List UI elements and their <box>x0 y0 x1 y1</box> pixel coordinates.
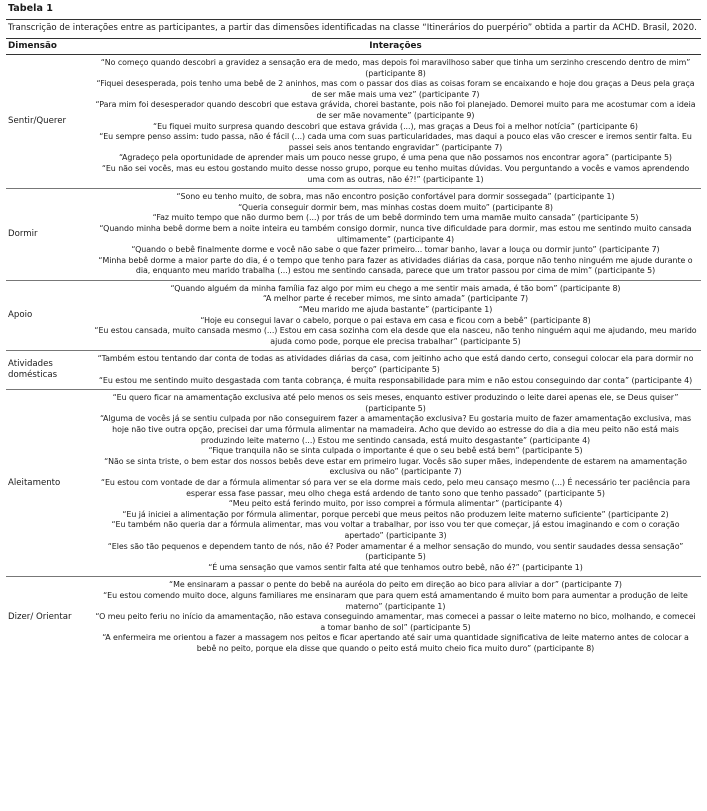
quote-text: “Alguma de vocês já se sentiu culpada por não conseguirem fazer a amamentação exclusiva? Eu gostaria muito de fazer amamentação exclusiva, mas hoje não tive outra opção, precisei dar uma fórmula alimentar na mamadeira. Acho que devido ao estresse do dia a dia meu peito não está mais produzindo leite materno (...) Estou me sentindo cansada, está muito desgastante” (participante 4) <box>99 414 692 445</box>
dimension-cell: Atividades domésticas <box>6 351 90 390</box>
quote-text: “Agradeço pela oportunidade de aprender mais um pouco nesse grupo, é uma pena que não possamos nos encontrar agora” (participante 5) <box>119 153 672 163</box>
header-interactions: Interações <box>90 39 701 55</box>
quote-text: “O meu peito feriu no início da amamentação, não estava conseguindo amamentar, mas comecei a passar o leite materno no bico, molhando, e comecei a tomar banho de sol” (participante 5) <box>95 612 696 632</box>
quote-text: “Eu estou com vontade de dar a fórmula alimentar só para ver se ela dorme mais cedo, pelo meu cansaço mesmo (...) É necessário ter paciência para esperar essa fase passar, meu olho chega está ardendo de tanto sono que tenho passado” (participante 5) <box>100 477 691 498</box>
interactions-cell <box>90 390 701 577</box>
interactions-cell <box>90 577 701 658</box>
quote-text: “Eu já iniciei a alimentação por fórmula alimentar, porque percebi que meus peitos não produzem leite materno suficiente” (participante 2) <box>122 509 669 519</box>
quote-text: “Eu fiquei muito surpresa quando descobri que estava grávida (...), mas graças a Deus foi a melhor notícia” (participante 6) <box>153 121 638 131</box>
quote-text: “A enfermeira me orientou a fazer a massagem nos peitos e ficar apertando até sair uma quantidade significativa de leite materno antes de colocar a bebê no peito, porque ela disse que quando o peito está muito cheio fica muito duro” (participante 8) <box>102 633 689 653</box>
interactions-cell <box>90 55 701 189</box>
quote-text: “Quando o bebê finalmente dorme e você não sabe o que fazer primeiro... tomar banho, lavar a louça ou dormir junto” (participante 7) <box>131 245 660 255</box>
interactions-cell <box>90 280 701 351</box>
quote-text: “Quando minha bebê dorme bem a noite inteira eu também consigo dormir, nunca tive dificuldade para dormir, mas estou me sentindo muito cansada ultimamente” (participante 4) <box>99 223 692 244</box>
quote-text: “Meu peito está ferindo muito, por isso comprei a fórmula alimentar” (participante 4) <box>228 499 563 509</box>
quote-text: “Sono eu tenho muito, de sobra, mas não encontro posição confortável para dormir sossegada” (participante 1) <box>176 192 615 202</box>
table-row <box>6 55 701 189</box>
table-row <box>6 189 701 281</box>
quote-text: “Me ensinaram a passar o pente do bebê na auréola do peito em direção ao bico para aliviar a dor” (participante 7) <box>169 580 622 590</box>
interactions-cell <box>90 189 701 281</box>
table-header-row <box>6 39 701 55</box>
quote-text: “Faz muito tempo que não durmo bem (...) por trás de um bebê dormindo tem uma mamãe muito cansada” (participante 5) <box>152 213 639 223</box>
quote-text: “Eu estou comendo muito doce, alguns familiares me ensinaram que para quem está amamentando é muito bom para aumentar a produção de leite materno” (participante 1) <box>103 590 688 611</box>
quote-text: “Eu não sei vocês, mas eu estou gostando muito desse nosso grupo, porque eu tenho muitas dúvidas. Vou perguntando a vocês e vamos aprendendo uma com as outras, não é?!” (participante 1) <box>101 163 690 184</box>
dimension-cell: Apoio <box>6 280 90 351</box>
quote-text: “Minha bebê dorme a maior parte do dia, é o tempo que tenho para fazer as atividades diárias da casa, porque não tenho ninguém me ajude durante o dia, enquanto meu marido trabalha (...) estou me sentindo cansada, parece que um trator passou por cima de mim” (participante 5) <box>98 255 693 276</box>
quote-text: “É uma sensação que vamos sentir falta até que tenhamos outro bebê, não é?” (participante 1) <box>208 562 583 572</box>
quote-text: “A melhor parte é receber mimos, me sinto amada” (participante 7) <box>262 294 529 304</box>
quote-text: “Eu estou me sentindo muito desgastada com tanta cobrança, é muita responsabilidade para mim e não estou conseguindo dar conta” (participante 4) <box>98 375 693 385</box>
table-row <box>6 577 701 658</box>
dimension-cell: Dizer/ Orientar <box>8 611 72 622</box>
quote-text: “Meu marido me ajuda bastante” (participante 1) <box>298 305 493 315</box>
quote-text: “Fiquei desesperada, pois tenho uma bebê de 2 aninhos, mas com o passar dos dias as coisas foram se encaixando e hoje dou graças a Deus pela graça de ser mãe mais uma vez” (participante 7) <box>96 79 695 99</box>
quote-text: “No começo quando descobri a gravidez a sensação era de medo, mas depois foi maravilhoso saber que tinha um serzinho crescendo dentro de mim” (participante 8) <box>100 58 691 78</box>
interactions-table <box>6 38 701 657</box>
quote-text: “Não se sinta triste, o bem estar dos nossos bebês deve estar em primeiro lugar. Vocês são super mães, independente de estarem na amamentação exclusiva ou não” (participante 7) <box>104 456 687 477</box>
table-row <box>6 280 701 351</box>
interactions-cell <box>90 351 701 390</box>
quote-text: “Fique tranquila não se sinta culpada o importante é que o seu bebê está bem” (participante 5) <box>208 446 583 456</box>
quote-text: “Também estou tentando dar conta de todas as atividades diárias da casa, com jeitinho acho que está dando certo, consegui colocar ela para dormir no berço” (participante 5) <box>97 354 694 375</box>
quote-text: “Para mim foi desesperador quando descobri que estava grávida, chorei bastante, pois não foi planejado. Demorei muito para me acostumar com a ideia de ser mãe novamente” (participante 9) <box>95 100 696 120</box>
table-caption: Transcrição de interações entre as participantes, a partir das dimensões identificadas na classe “Itinerários do puerpério” obtida a partir da ACHD. Brasil, 2020. <box>8 23 697 33</box>
table-row <box>6 351 701 390</box>
table-label: Tabela 1 <box>8 3 53 14</box>
quote-text: “Eles são tão pequenos e dependem tanto de nós, não é? Poder amamentar é a melhor sensação do mundo, vou sentir saudades dessa sensação” (participante 5) <box>107 541 684 562</box>
dimension-cell: Sentir/Querer <box>6 55 90 189</box>
quote-text: “Eu sempre penso assim: tudo passa, não é fácil (...) cada uma com suas particularidades, mas daqui a pouco elas vão crescer e iremos sentir falta. Eu passei seis anos tentando engravidar” (participante 7) <box>99 132 692 152</box>
header-dimension: Dimensão <box>6 39 90 55</box>
dimension-cell: Aleitamento <box>6 390 90 577</box>
quote-text: “Eu quero ficar na amamentação exclusiva até pelo menos os seis meses, enquanto estiver produzindo o leite darei apenas ele, se Deus quiser” (participante 5) <box>112 393 679 413</box>
quote-text: “Eu estou cansada, muito cansada mesmo (...) Estou em casa sozinha com ela desde que ela nasceu, não tenho ninguém aqui me ajudando, meu marido ajuda como pode, porque ele precisa trabalhar” (participante 5) <box>94 326 697 346</box>
table-body <box>6 55 701 658</box>
quote-text: “Eu também não queria dar a fórmula alimentar, mas vou voltar a trabalhar, por isso vou ter que começar, já estou imaginando e com o coração apertado” (participante 3) <box>111 520 680 540</box>
dimension-cell: Dormir <box>6 189 90 281</box>
table-row <box>6 390 701 577</box>
quote-text: “Quando alguém da minha família faz algo por mim eu chego a me sentir mais amada, é tão bom” (participante 8) <box>170 283 621 293</box>
quote-text: “Queria conseguir dormir bem, mas minhas costas doem muito” (participante 8) <box>238 202 553 212</box>
quote-text: “Hoje eu consegui lavar o cabelo, porque o pai estava em casa e ficou com a bebê” (participante 8) <box>200 315 591 325</box>
